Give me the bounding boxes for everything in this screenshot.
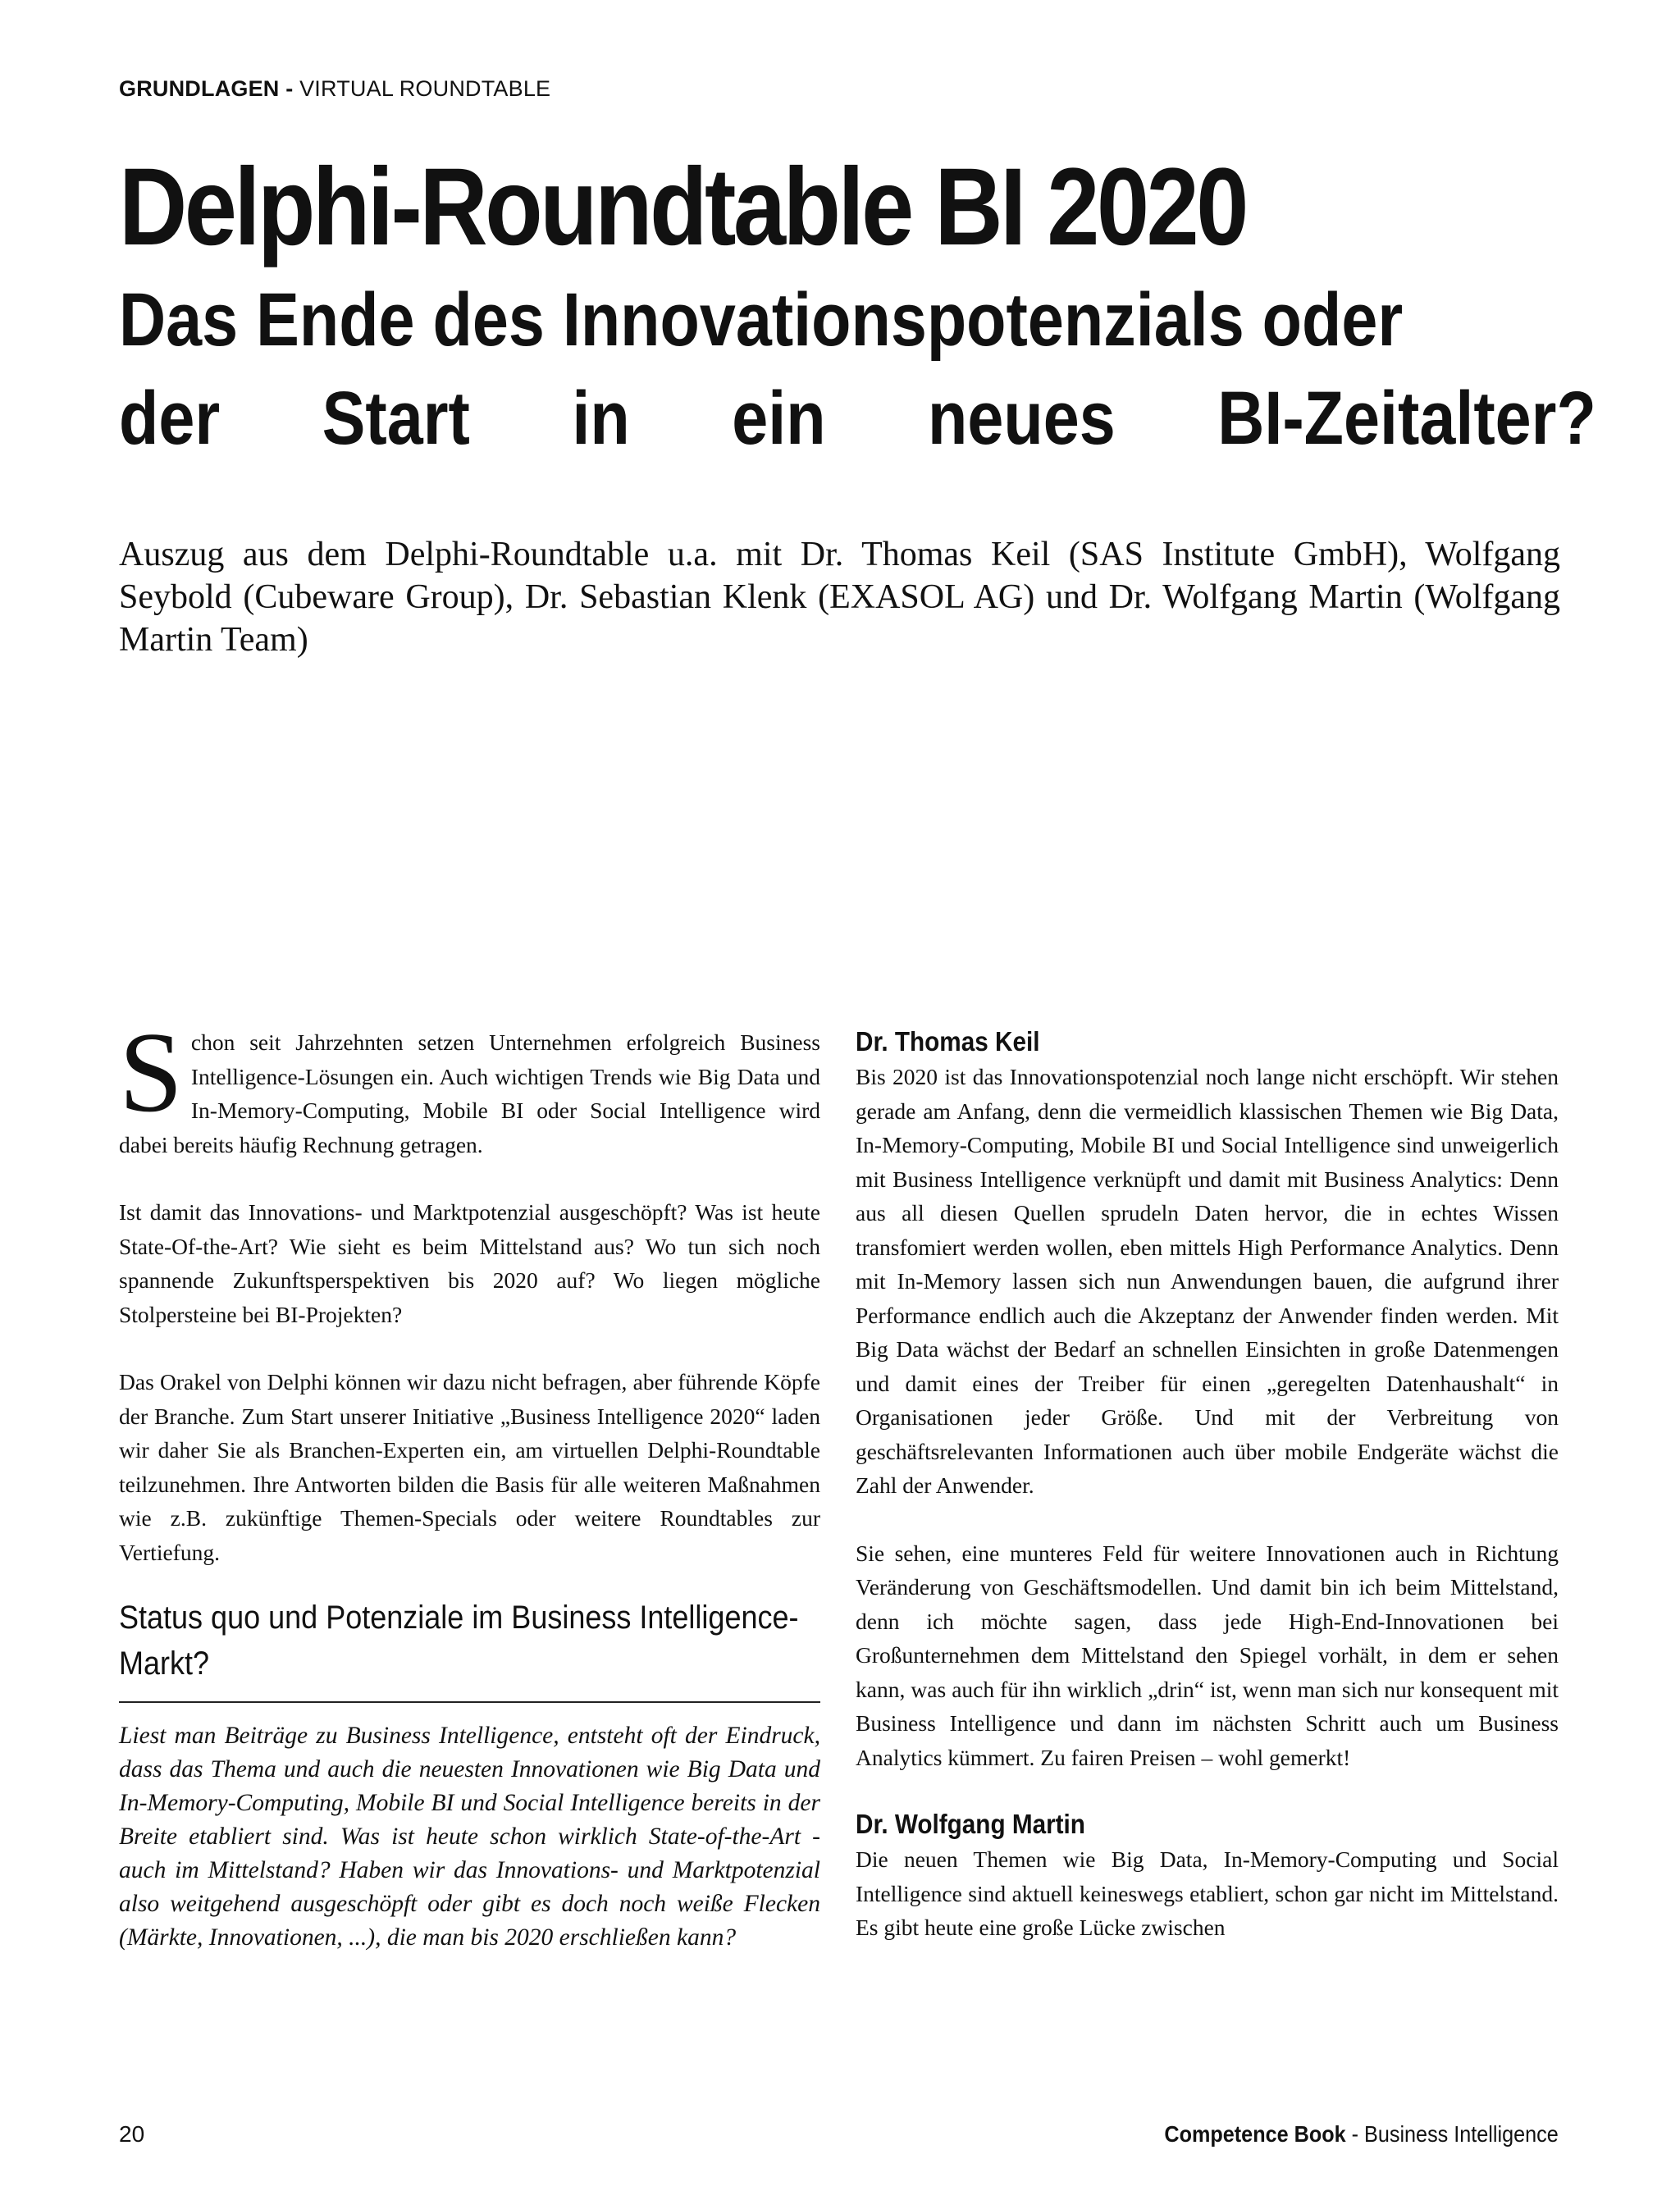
speaker-name: Dr. Thomas Keil — [856, 1026, 1040, 1057]
left-column — [119, 1009, 820, 1955]
subtitle-word: in — [572, 377, 630, 460]
publication-footer — [1165, 2121, 1559, 2148]
speaker-name: Dr. Wolfgang Martin — [856, 1809, 1085, 1839]
right-column — [856, 1025, 1559, 1945]
speaker-answer: Sie sehen, eine munteres Feld für weitere Innovationen auch in Richtung Veränderung von Geschäftsmodellen. Und damit bin ich beim Mittelstand, denn ich möchte sagen, dass jede High-End-Innovationen bei Großunternehmen dem Mittelstand den Spiegel vorhält, in dem er sehen kann, was auch für ihn wirklich „drin“ ist, wenn man sich nur konsequent mit Business Intelligence und dann im nächsten Schritt auch um Business Analytics kümmert. Zu fairen Preisen – wohl gemerkt! — [856, 1540, 1559, 1770]
subtitle-word: BI-Zeitalter? — [1217, 377, 1596, 460]
body-paragraph: Ist damit das Innovations- und Marktpotenzial ausgeschöpft? Was ist heute State-Of-the-Art? Wie sieht es beim Mittelstand aus? Wo tun sich noch spannende Zukunftsperspektiven bis 2020 auf? Wo liegen mögliche Stolpersteine bei BI-Projekten? — [119, 1199, 820, 1327]
publication-section: - Business Intelligence — [1345, 2121, 1559, 2147]
article-subtitle — [119, 271, 1600, 468]
intro-paragraph: Auszug aus dem Delphi-Roundtable u.a. mit Dr. Thomas Keil (SAS Institute GmbH), Wolfgang Seybold (Cubeware Group), Dr. Sebastian Klenk (EXASOL AG) und Dr. Wolfgang Martin (Wolfgang Martin Team) — [119, 536, 1560, 659]
subtitle-line-1: Das Ende des Innovationspotenzials oder — [119, 278, 1404, 362]
speaker-answer: Bis 2020 ist das Innovationspotenzial noch lange nicht erschöpft. Wir stehen gerade am Anfang, denn die vermeidlich klassischen Themen wie Big Data, In-Memory-Computing, Mobile BI und Social Intelligence sind unweigerlich mit Business Intelligence verknüpft und damit mit Business Analytics: Denn aus all diesen Quellen sprudeln Daten hervor, die in echtes Wissen transfomiert werden wollen, eben mittels High Performance Analytics. Denn mit In-Memory lassen sich nun Anwendungen bauen, die aufgrund ihrer Performance endlich auch die Akzeptanz der Anwender finden werden. Mit Big Data wächst der Bedarf an schnellen Einsichten in große Datenmengen und damit eines der Treiber für einen „geregelten Datenhaushalt“ in Organisationen jeder Größe. Und mit der Verbreitung von geschäftsrelevanten Informationen auch über mobile Endgeräte wächst die Zahl der Anwender. — [856, 1064, 1559, 1498]
opening-text: chon seit Jahrzehnten setzen Unternehmen erfolgreich Business Intelligence-Lösungen ein. Auch wichtigen Trends wie Big Data und In-Memory-Computing, Mobile BI oder Social Intelligence wird dabei bereits häufig Rechnung getragen. — [119, 1029, 820, 1157]
kicker-subcategory: VIRTUAL ROUNDTABLE — [293, 76, 551, 101]
subtitle-word: Start — [322, 377, 470, 460]
roundtable-question: Liest man Beiträge zu Business Intelligence, entsteht oft der Eindruck, dass das Thema und auch die neuesten Innovationen wie Big Data und In-Memory-Computing, Mobile BI und Social Intelligence bereits in der Breite etabliert sind. Was ist heute schon wirklich State-of-the-Art - auch im Mittelstand? Haben wir das Innovations- und Marktpotenzial also weitgehend ausgeschöpft oder gibt es doch noch weiße Flecken (Märkte, Innovationen, ...), die man bis 2020 erschließen kann? — [119, 1723, 820, 1951]
subtitle-word: der — [119, 377, 221, 460]
kicker-category: GRUNDLAGEN - — [119, 76, 294, 101]
publication-name: Competence Book — [1164, 2121, 1346, 2147]
subtitle-word: ein — [732, 377, 826, 460]
page-number: 20 — [119, 2121, 145, 2147]
drop-cap: S — [119, 1009, 183, 1136]
section-kicker — [119, 76, 550, 102]
subtitle-line-2 — [119, 369, 1596, 468]
subtitle-word: neues — [928, 377, 1116, 460]
speaker-answer: Die neuen Themen wie Big Data, In-Memory-Computing und Social Intelligence sind aktuell keineswegs etabliert, schon gar nicht im Mittelstand. Es gibt heute eine große Lücke zwischen — [856, 1846, 1559, 1940]
section-divider — [119, 1701, 820, 1703]
article-title: Delphi-Roundtable BI 2020 — [119, 146, 1246, 268]
section-heading: Status quo und Potenziale im Business Intelligence-Markt? — [119, 1600, 799, 1682]
opening-paragraph — [119, 1009, 820, 1162]
body-paragraph: Das Orakel von Delphi können wir dazu nicht befragen, aber führende Köpfe der Branche. Zum Start unserer Initiative „Business Intelligence 2020“ laden wir daher Sie als Branchen-Experten ein, am virtuellen Delphi-Roundtable teilzunehmen. Ihre Antworten bilden die Basis für alle weiteren Maßnahmen wie z.B. zukünftige Themen-Specials oder weitere Roundtables zur Vertiefung. — [119, 1369, 820, 1565]
